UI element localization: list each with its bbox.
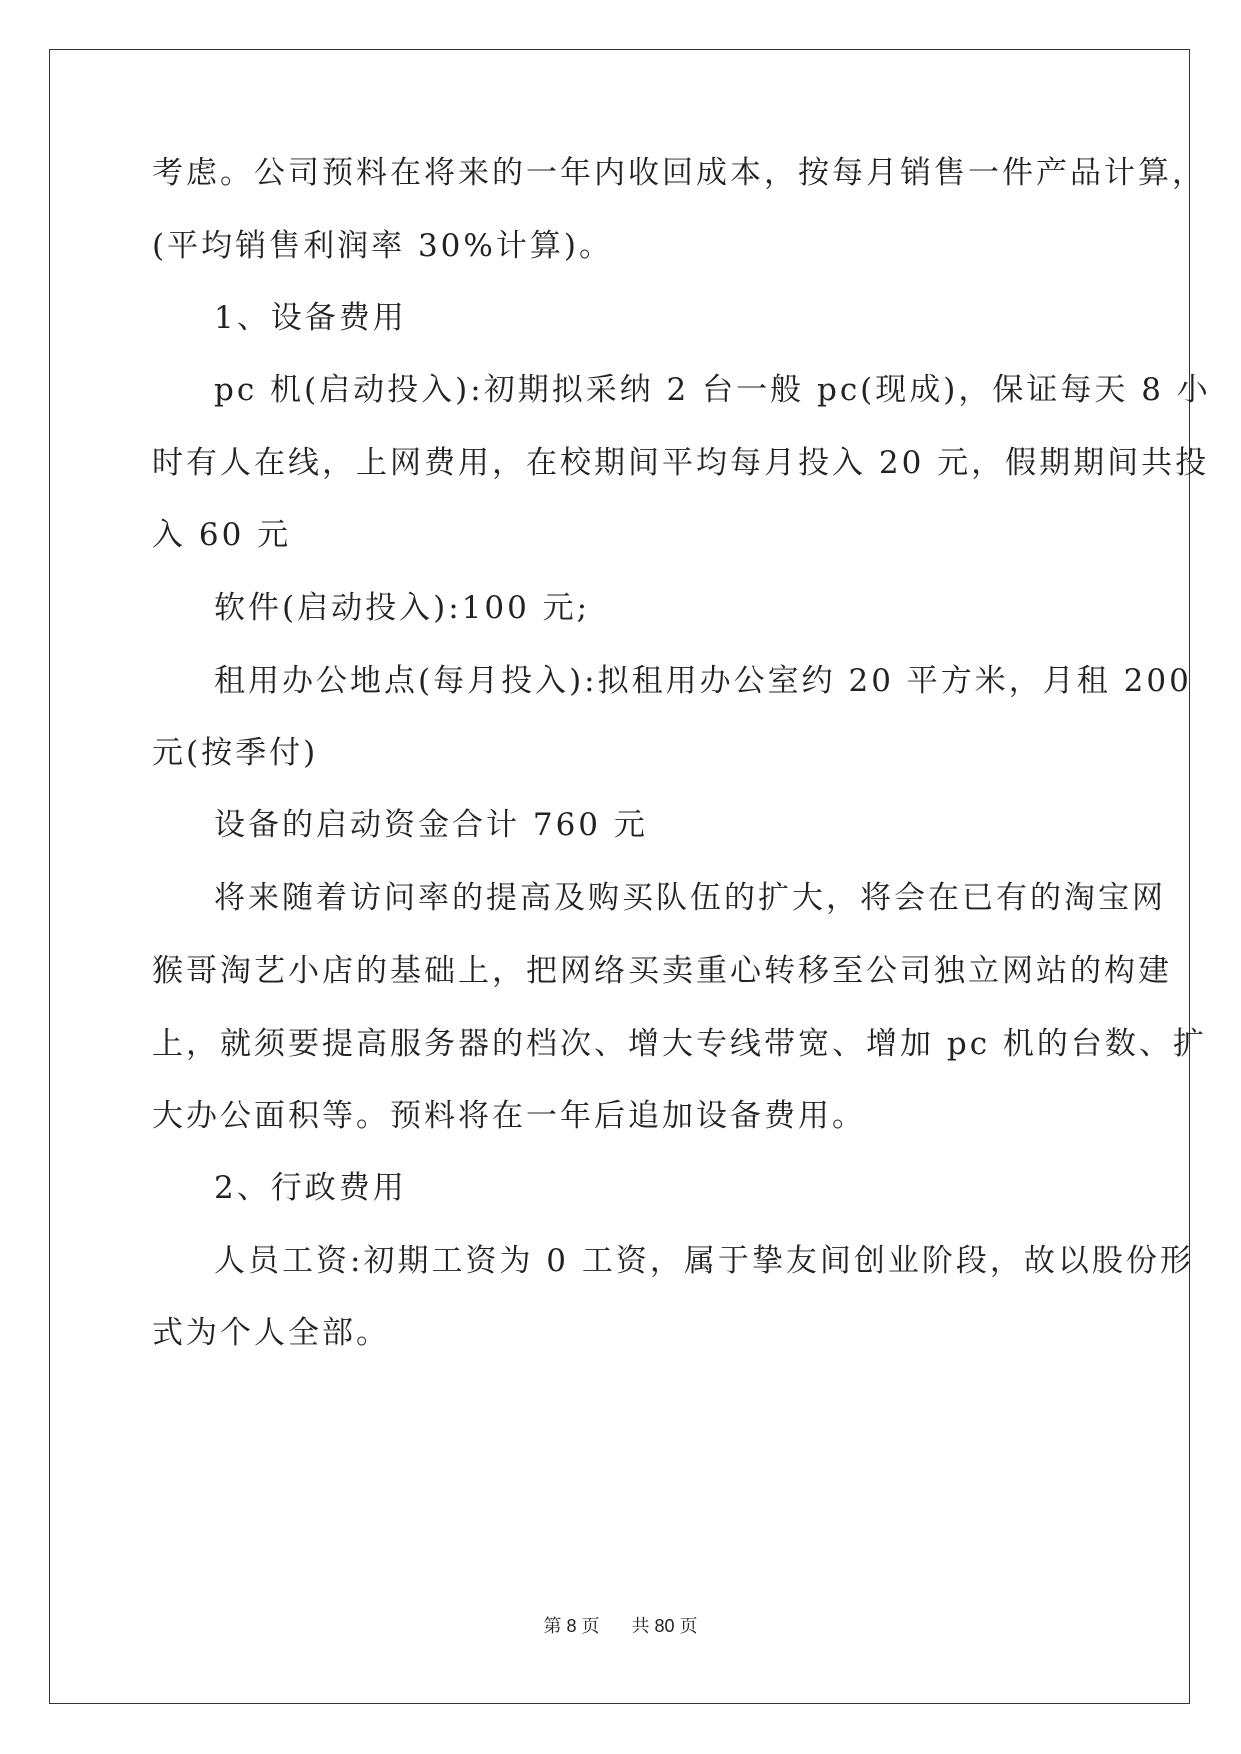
paragraph-line: 考虑。公司预料在将来的一年内收回成本，按每月销售一件产品计算，: [152, 155, 1206, 191]
paragraph-line: 猴哥淘艺小店的基础上，把网络买卖重心转移至公司独立网站的构建: [152, 953, 1172, 989]
paragraph-line: 时有人在线，上网费用，在校期间平均每月投入 20 元，假期期间共投: [152, 445, 1210, 481]
paragraph-line: 设备的启动资金合计 760 元: [214, 807, 648, 843]
paragraph-line: 将来随着访问率的提高及购买队伍的扩大，将会在已有的淘宝网: [214, 880, 1166, 916]
paragraph-line: (平均销售利润率 30%计算)。: [152, 228, 613, 264]
paragraph-line: 租用办公地点(每月投入):拟租用办公室约 20 平方米，月租 200: [214, 663, 1192, 699]
section-heading: 1、设备费用: [214, 300, 407, 336]
paragraph-line: 式为个人全部。: [152, 1315, 390, 1351]
paragraph-line: 软件(启动投入):100 元;: [214, 590, 591, 626]
paragraph-line: 入 60 元: [152, 517, 292, 553]
paragraph-line: 人员工资:初期工资为 0 工资，属于挚友间创业阶段，故以股份形: [214, 1243, 1194, 1279]
section-heading: 2、行政费用: [214, 1170, 407, 1206]
page-footer: [0, 1614, 1241, 1638]
paragraph-line: pc 机(启动投入):初期拟采纳 2 台一般 pc(现成)，保证每天 8 小: [214, 372, 1211, 408]
page-number: 第 8 页: [543, 1616, 600, 1636]
paragraph-line: 元(按季付): [152, 735, 319, 771]
paragraph-line: 上，就须要提高服务器的档次、增大专线带宽、增加 pc 机的台数、扩: [152, 1026, 1207, 1062]
paragraph-line: 大办公面积等。预料将在一年后追加设备费用。: [152, 1098, 866, 1134]
page-total: 共 80 页: [631, 1616, 698, 1636]
